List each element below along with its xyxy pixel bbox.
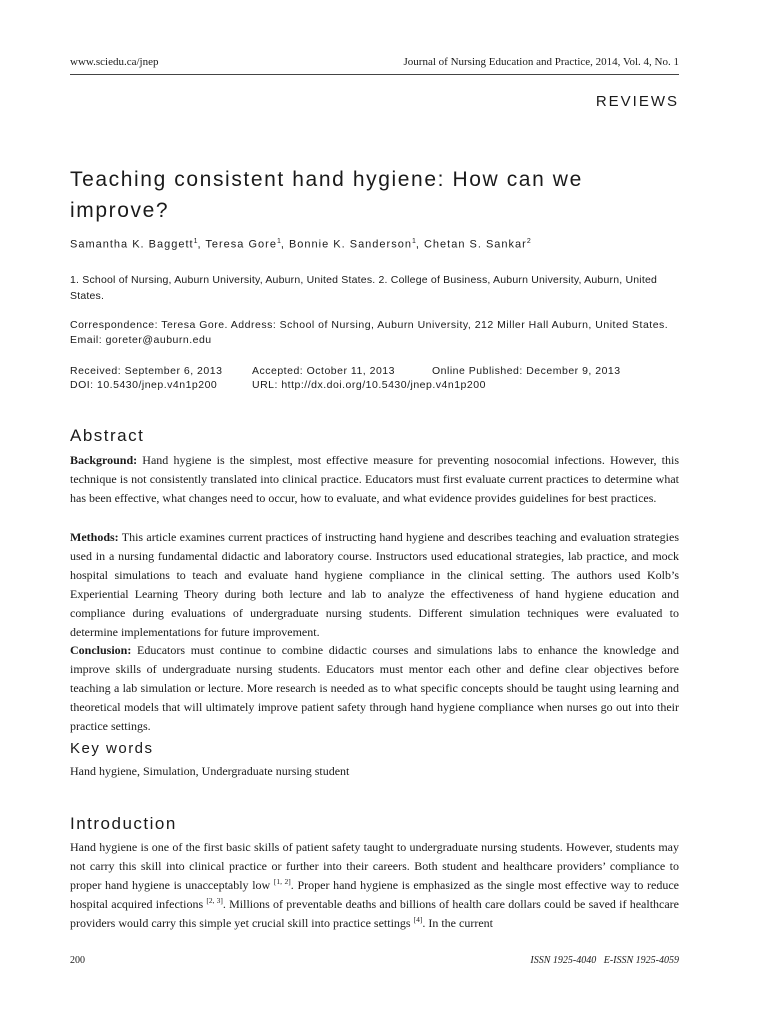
citation-ref[interactable]: [4]: [413, 915, 423, 924]
author-affiliation-mark: 1: [276, 238, 281, 245]
keywords-text: Hand hygiene, Simulation, Undergraduate nursing student: [70, 764, 350, 778]
header-rule: [70, 74, 679, 75]
intro-text-part: Hand hygiene is one of the first basic skills of patient safety taught to undergraduate nursing students. However, students may not carry this skill into clinical practice or further into their careers. Both student and healthcare providers’ compliance to proper hand hygiene is unacceptably low: [70, 840, 679, 892]
intro-text-part: . In the current: [422, 916, 493, 930]
accepted-date: Accepted: October 11, 2013: [252, 365, 395, 377]
page-number: 200: [70, 955, 85, 966]
correspondence-address: Correspondence: Teresa Gore. Address: School of Nursing, Auburn University, 212 Miller Hall Auburn, United States.: [70, 319, 669, 331]
introduction-text: [70, 838, 679, 933]
abstract-conclusion: [70, 641, 679, 736]
article-title: Teaching consistent hand hygiene: How can we improve?: [70, 168, 583, 222]
methods-text: This article examines current practices of instructing hand hygiene and describes teaching and evaluation strategies used in a nursing fundamental didactic and laboratory course. Instructors used educational strategies, lab practice, and mock hospital simulations to teach and evaluate hand hygiene compliance in the clinical setting. The authors used Kolb’s Experiential Learning Theory during both lecture and lab to analyze the effectiveness of hand hygiene education and compliance during evaluations of undergraduate nursing students. Different simulation techniques were evaluated to determine implementations for future improvement.: [70, 530, 679, 639]
intro-text-part: . Millions of preventable deaths and billions of health care dollars could be saved if healthcare providers would carry this simple yet crucial skill into practice settings: [70, 897, 679, 930]
abstract-methods: [70, 528, 679, 642]
section-label: REVIEWS: [595, 93, 679, 110]
author-affiliation-mark: 1: [411, 238, 416, 245]
conclusion-text: Educators must continue to combine didactic courses and simulations labs to enhance the knowledge and improve skills of undergraduate nursing students. Educators must mentor each other and define clear objectives before teaching a lab simulation or lecture. More research is needed as to what specific concepts should be taught using learning and theoretical models that will ultimately improve patient safety through hand hygiene compliance when nurses go out into their practice settings.: [70, 643, 679, 733]
published-date: Online Published: December 9, 2013: [432, 365, 621, 377]
background-label: Background:: [70, 453, 138, 467]
author-affiliation-mark: 1: [193, 238, 198, 245]
affiliations: 1. School of Nursing, Auburn University, Auburn, United States. 2. College of Business, Auburn University, Auburn, United States.: [70, 274, 658, 302]
doi: DOI: 10.5430/jnep.v4n1p200: [70, 379, 218, 391]
received-date: Received: September 6, 2013: [70, 365, 223, 377]
author-name: Samantha K. Baggett: [70, 238, 194, 251]
keywords-heading: Key words: [70, 740, 154, 757]
intro-text-part: . Proper hand hygiene is emphasized as the single most effective way to reduce hospital acquired infections: [70, 878, 679, 911]
citation-ref[interactable]: [1, 2]: [273, 877, 291, 886]
author-list: Samantha K. Baggett$^1$, Teresa Gore$^1$, Bonnie K. Sanderson$^1$, Chetan S. Sankar$^2$: [70, 238, 531, 251]
author-name: Teresa Gore: [205, 238, 277, 251]
introduction-heading: Introduction: [70, 814, 177, 833]
methods-label: Methods:: [70, 530, 119, 544]
abstract-heading: Abstract: [70, 426, 145, 445]
doi-url: URL: http://dx.doi.org/10.5430/jnep.v4n1p200: [252, 379, 486, 391]
abstract-background: [70, 451, 679, 508]
author-name: Chetan S. Sankar: [423, 238, 527, 251]
journal-citation: Journal of Nursing Education and Practice, 2014, Vol. 4, No. 1: [403, 56, 679, 68]
issn: ISSN 1925-4040 E-ISSN 1925-4059: [530, 955, 679, 966]
correspondence-email: Email: goreter@auburn.edu: [70, 334, 212, 346]
author-name: Bonnie K. Sanderson: [288, 238, 412, 251]
correspondence: [70, 318, 679, 348]
citation-ref[interactable]: [2, 3]: [206, 896, 223, 905]
journal-website: www.sciedu.ca/jnep: [70, 56, 159, 68]
conclusion-label: Conclusion:: [70, 643, 132, 657]
author-affiliation-mark: 2: [526, 238, 531, 245]
background-text: Hand hygiene is the simplest, most effective measure for preventing nosocomial infections. However, this technique is not consistently translated into clinical practice. Educators must first evaluate current practices to determine what has been effective, what changes need to occur, how to evaluate, and what evidence provides guidelines for best practices.: [70, 453, 679, 505]
